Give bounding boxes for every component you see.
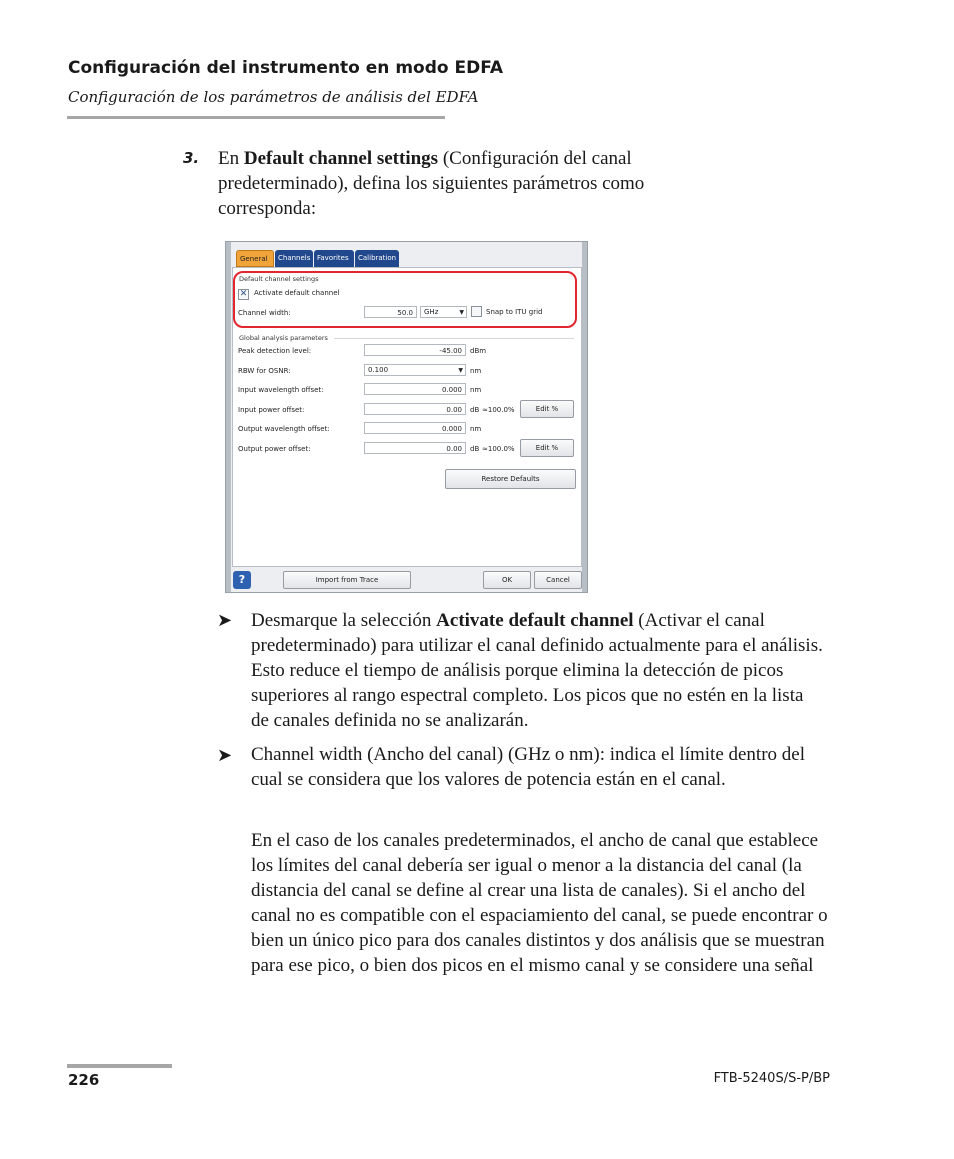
- dialog-left-border: [226, 242, 231, 592]
- activate-default-checkbox[interactable]: ✕: [239, 289, 248, 299]
- bullet-2-text: Channel width (Ancho del canal) (GHz o nm): indica el límite dentro del cual se considera que los valores de potencia están en el canal.: [251, 744, 805, 790]
- output-power-offset-input[interactable]: 0.00: [364, 442, 466, 454]
- input-power-offset-input[interactable]: 0.00: [364, 403, 466, 415]
- bullet-1-glyph: ➤: [217, 610, 233, 630]
- bullet-2-glyph: ➤: [217, 745, 233, 765]
- ok-button[interactable]: OK: [483, 571, 531, 589]
- channel-width-input[interactable]: 50.0: [364, 306, 417, 318]
- tab-channels[interactable]: Channels: [275, 250, 313, 267]
- tab-general[interactable]: General: [236, 250, 274, 267]
- header-rule: [67, 116, 445, 119]
- channel-width-label: Channel width:: [238, 309, 291, 317]
- dialog-right-border: [582, 242, 587, 592]
- body-paragraph: En el caso de los canales predeterminados, el ancho de canal que establece los límites del canal debería ser igual o menor a la distancia del canal (la distancia del canal se define al crear una lista de canales). Si el ancho del canal no es compatible con el espaciamiento del canal, se puede encontrar o bien un único pico para dos canales distintos y dos análisis que se muestran para ese pico, o bien dos picos en el mismo canal y se considere una señal: [251, 830, 828, 976]
- tab-calibration[interactable]: Calibration: [355, 250, 399, 267]
- chevron-down-icon: ▼: [459, 309, 464, 316]
- rbw-value: 0.100: [368, 366, 389, 374]
- peak-detection-label: Peak detection level:: [238, 347, 312, 355]
- edit-percent-button-output[interactable]: Edit %: [520, 439, 574, 457]
- input-power-offset-percent: ≈100.0%: [482, 406, 515, 414]
- bullet-1-bold: Activate default channel: [436, 610, 634, 631]
- output-power-offset-percent: ≈100.0%: [482, 445, 515, 453]
- tab-favorites[interactable]: Favorites: [314, 250, 354, 267]
- input-wavelength-offset-input[interactable]: 0.000: [364, 383, 466, 395]
- cancel-button[interactable]: Cancel: [534, 571, 582, 589]
- rbw-label: RBW for OSNR:: [238, 367, 291, 375]
- step-text: [218, 146, 738, 221]
- step-rest: (Configuración del canal predeterminado), defina los siguientes parámetros como corresponda:: [218, 148, 645, 219]
- step-number: 3.: [183, 149, 200, 167]
- output-power-offset-label: Output power offset:: [238, 445, 311, 453]
- input-power-offset-label: Input power offset:: [238, 406, 305, 414]
- help-button[interactable]: ?: [233, 571, 251, 589]
- dialog-screenshot: [225, 241, 588, 593]
- restore-defaults-button[interactable]: Restore Defaults: [445, 469, 576, 489]
- step-bold: Default channel settings: [243, 148, 439, 169]
- chevron-down-icon: ▼: [458, 367, 463, 374]
- highlight-box: [233, 271, 577, 328]
- activate-default-label: Activate default channel: [254, 289, 340, 297]
- input-wavelength-offset-label: Input wavelength offset:: [238, 386, 324, 394]
- bullet-1-post: (Activar el canal predeterminado) para utilizar el canal definido actualmente para el análisis. Esto reduce el tiempo de análisis porque elimina la detección de picos superiores al rango espectral completo. Los picos que no estén en la lista de canales definida no se analizarán.: [251, 610, 823, 731]
- output-wavelength-offset-label: Output wavelength offset:: [238, 425, 330, 433]
- bullet-1-text: [251, 608, 826, 733]
- global-section-line: [334, 338, 574, 339]
- peak-detection-input[interactable]: -45.00: [364, 344, 466, 356]
- page-number: 226: [68, 1071, 100, 1089]
- output-power-offset-unit: dB: [470, 445, 480, 453]
- default-channel-section-title: Default channel settings: [239, 275, 319, 283]
- output-wavelength-offset-unit: nm: [470, 425, 482, 433]
- snap-itu-label: Snap to ITU grid: [486, 308, 543, 316]
- output-wavelength-offset-input[interactable]: 0.000: [364, 422, 466, 434]
- footer-rule: [67, 1064, 172, 1068]
- step-intro: En: [218, 148, 244, 169]
- section-title: Configuración del instrumento en modo EDFA: [68, 58, 504, 78]
- edit-percent-button-input[interactable]: Edit %: [520, 400, 574, 418]
- bullet-1-pre: Desmarque la selección: [251, 610, 437, 631]
- input-wavelength-offset-unit: nm: [470, 386, 482, 394]
- section-subtitle: Configuración de los parámetros de análisis del EDFA: [68, 88, 479, 106]
- peak-detection-unit: dBm: [470, 347, 487, 355]
- import-from-trace-button[interactable]: Import from Trace: [283, 571, 411, 589]
- rbw-unit: nm: [470, 367, 482, 375]
- channel-width-unit: GHz: [424, 308, 439, 316]
- rbw-select[interactable]: [364, 364, 466, 376]
- input-power-offset-unit: dB: [470, 406, 480, 414]
- product-model: FTB-5240S/S-P/BP: [713, 1071, 830, 1086]
- global-analysis-section-title: Global analysis parameters: [239, 334, 328, 342]
